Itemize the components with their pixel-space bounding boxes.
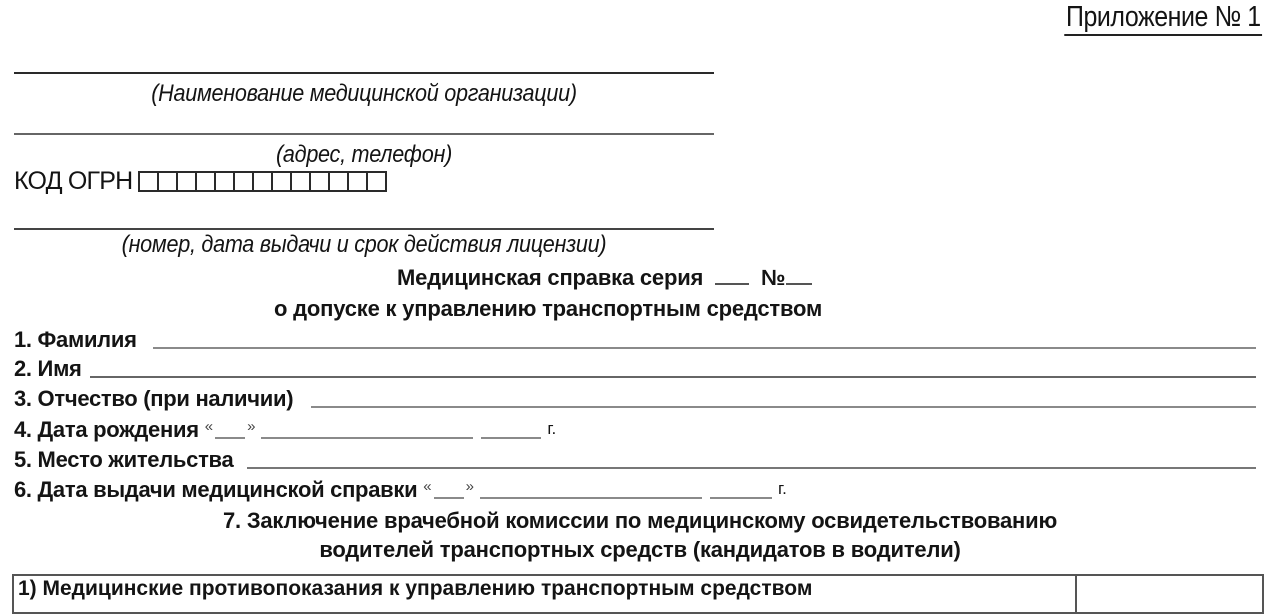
birth-day-input[interactable] <box>215 437 245 439</box>
ogrn-digit-box[interactable] <box>176 171 197 192</box>
field-label: 1. Фамилия <box>14 327 137 352</box>
appendix-label: Приложение № 1 <box>1064 0 1262 36</box>
conclusion-table <box>12 574 1264 614</box>
open-quote: « <box>204 418 214 435</box>
residence-input[interactable] <box>247 467 1256 469</box>
year-suffix: г. <box>547 419 557 438</box>
number-field[interactable] <box>786 265 812 285</box>
birth-date-group <box>199 414 557 443</box>
issue-date-group <box>417 474 787 503</box>
license-line[interactable] <box>14 228 714 230</box>
ogrn-digit-box[interactable] <box>328 171 349 192</box>
address-caption: (адрес, телефон) <box>275 141 453 168</box>
certificate-title-prefix: Медицинская справка серия <box>397 265 704 290</box>
section7-heading-line2: водителей транспортных средств (кандидатов в водители) <box>319 537 961 562</box>
ogrn-digit-box[interactable] <box>347 171 368 192</box>
year-suffix: г. <box>777 479 787 498</box>
ogrn-digit-box[interactable] <box>214 171 235 192</box>
ogrn-digit-box[interactable] <box>195 171 216 192</box>
ogrn-digit-box[interactable] <box>233 171 254 192</box>
table-row-value-cell[interactable] <box>1077 576 1262 612</box>
certificate-title-line2: о допуске к управлению транспортным средством <box>274 296 823 321</box>
birth-year-input[interactable] <box>481 437 541 439</box>
ogrn-label: КОД ОГРН <box>14 167 133 195</box>
org-name-line[interactable] <box>14 72 714 74</box>
birth-month-input[interactable] <box>261 437 473 439</box>
issue-year-input[interactable] <box>710 497 772 499</box>
field-patronymic <box>14 386 1256 412</box>
org-name-caption: (Наименование медицинской организации) <box>151 80 577 107</box>
license-caption: (номер, дата выдачи и срок действия лицензии) <box>121 231 607 258</box>
field-surname <box>14 327 1256 353</box>
number-sign: № <box>761 265 786 290</box>
ogrn-boxes <box>138 171 385 192</box>
name-input[interactable] <box>90 376 1256 378</box>
ogrn-digit-box[interactable] <box>252 171 273 192</box>
close-quote: » <box>465 478 474 495</box>
ogrn-digit-box[interactable] <box>290 171 311 192</box>
close-quote: » <box>247 418 256 435</box>
field-label: 6. Дата выдачи медицинской справки <box>14 477 418 502</box>
field-residence <box>14 447 1256 473</box>
address-line[interactable] <box>14 133 714 135</box>
issue-day-input[interactable] <box>434 497 464 499</box>
ogrn-field <box>14 166 385 196</box>
series-field[interactable] <box>715 265 749 285</box>
open-quote: « <box>423 478 432 495</box>
field-label: 2. Имя <box>14 356 82 381</box>
field-label: 3. Отчество (при наличии) <box>14 386 294 411</box>
field-label: 4. Дата рождения <box>14 417 199 442</box>
ogrn-digit-box[interactable] <box>138 171 159 192</box>
field-name <box>14 356 1256 382</box>
surname-input[interactable] <box>153 347 1256 349</box>
issue-month-input[interactable] <box>480 497 702 499</box>
field-issue-date <box>14 477 787 503</box>
field-label: 5. Место жительства <box>14 447 234 472</box>
field-birth-date <box>14 417 556 443</box>
certificate-title-line1 <box>397 265 812 291</box>
patronymic-input[interactable] <box>311 406 1256 408</box>
ogrn-digit-box[interactable] <box>271 171 292 192</box>
ogrn-digit-box[interactable] <box>309 171 330 192</box>
ogrn-digit-box[interactable] <box>157 171 178 192</box>
table-row-text: 1) Медицинские противопоказания к управлению транспортным средством <box>14 576 1077 612</box>
section7-heading-line1: 7. Заключение врачебной комиссии по медицинскому освидетельствованию <box>222 508 1058 533</box>
ogrn-digit-box[interactable] <box>366 171 387 192</box>
